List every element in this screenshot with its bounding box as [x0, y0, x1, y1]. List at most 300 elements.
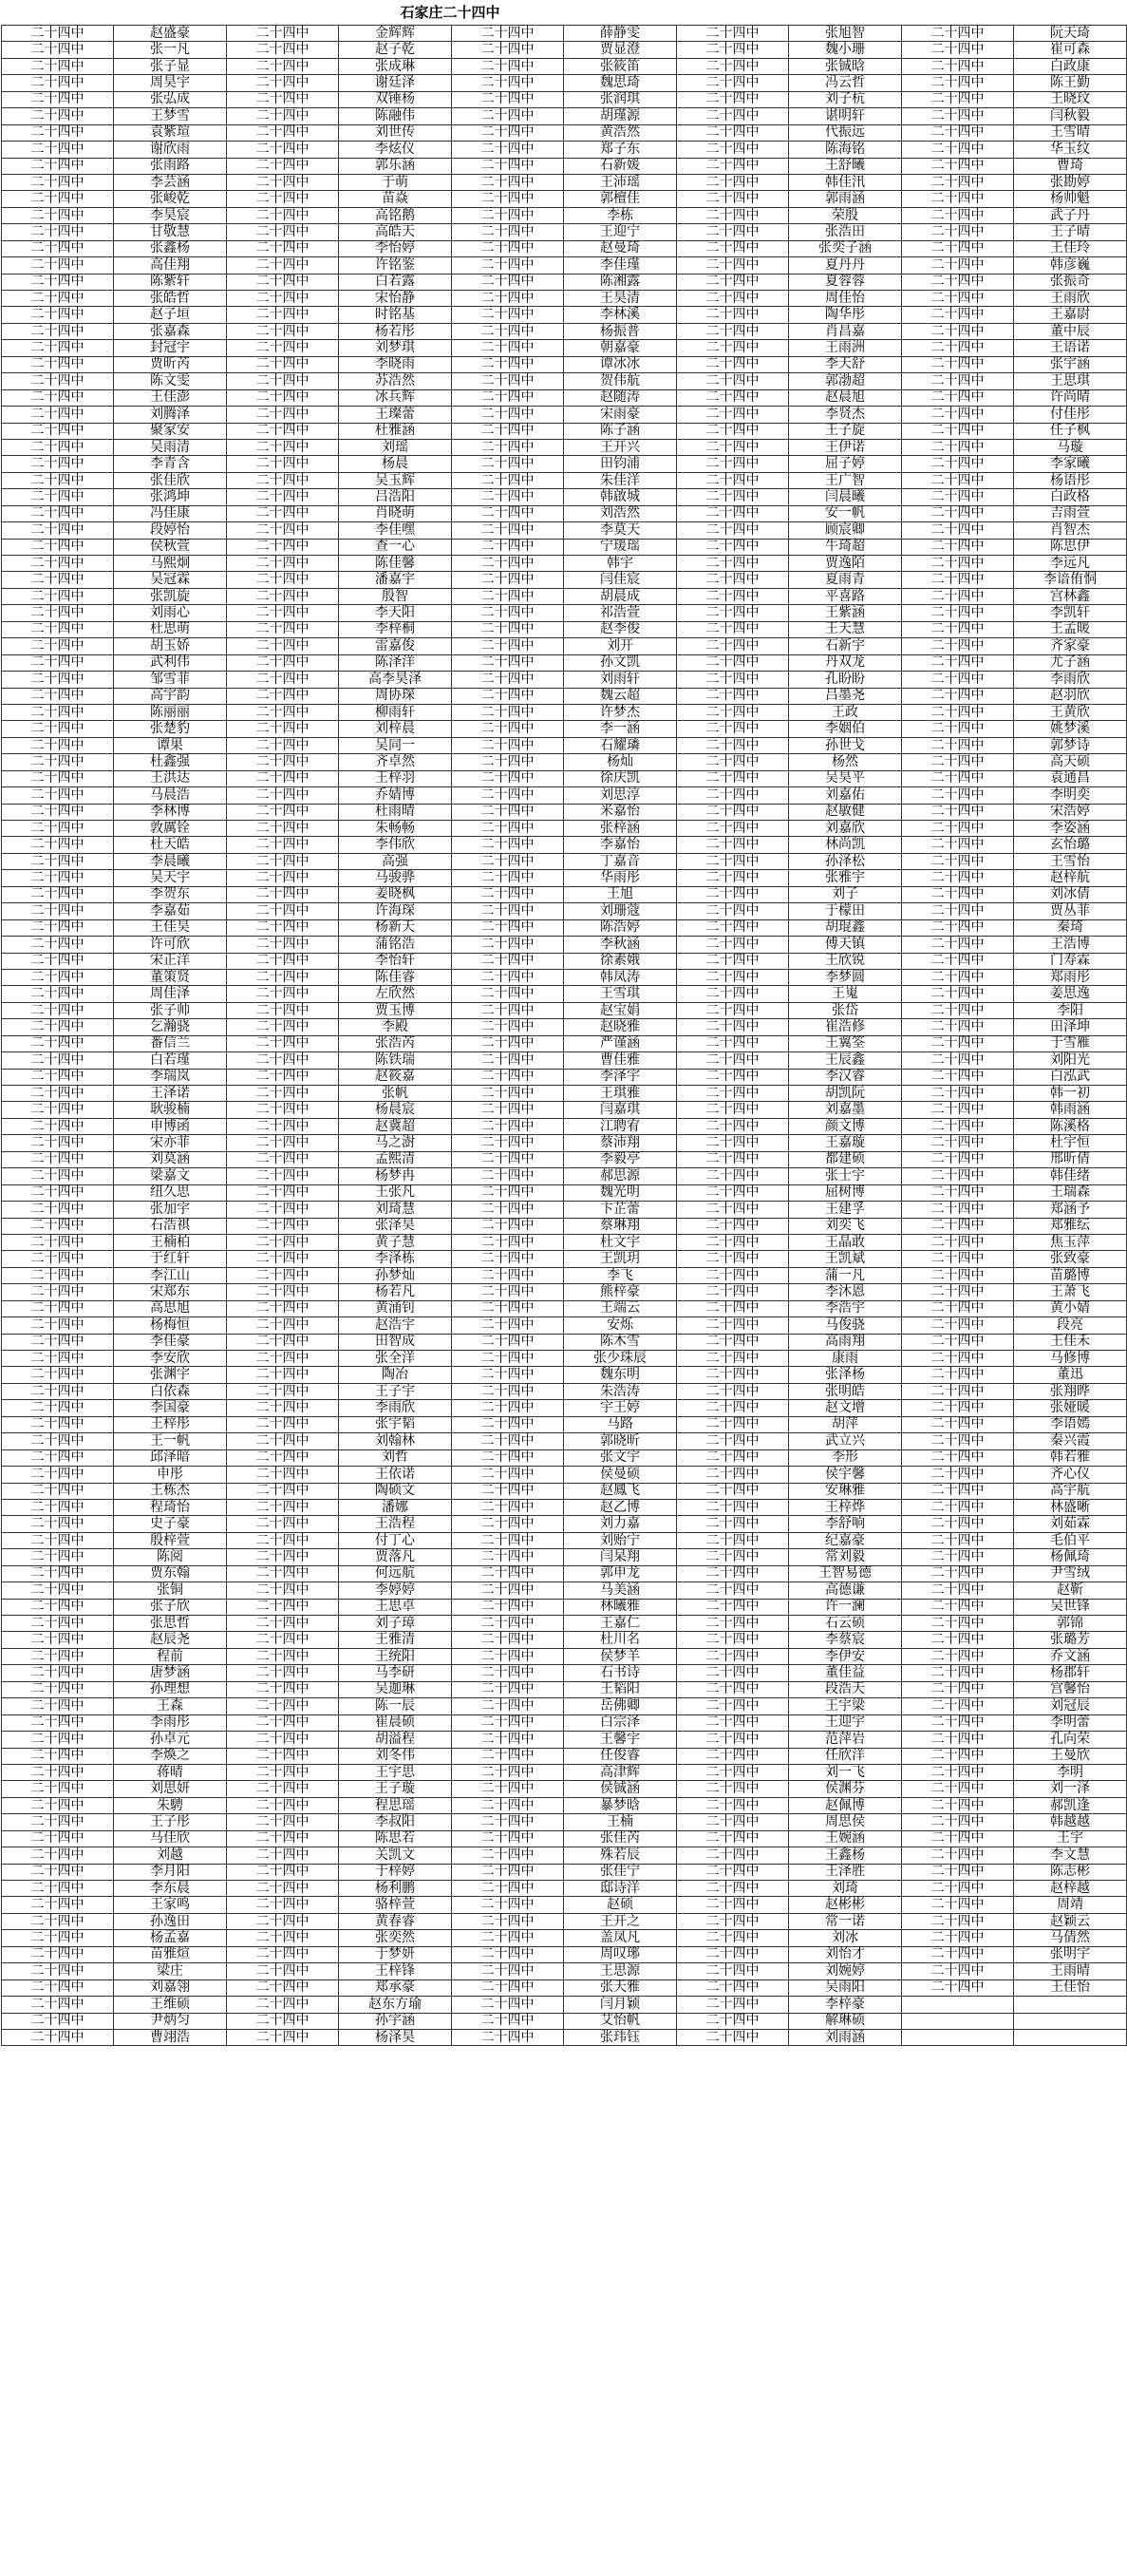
student-name-cell: 刘雨心	[114, 605, 227, 621]
student-name-cell: 刘茹霖	[1014, 1516, 1127, 1532]
school-cell: 二十四中	[902, 240, 1014, 256]
student-name-cell: 高思旭	[114, 1300, 227, 1316]
school-cell: 二十四中	[902, 1963, 1014, 1979]
student-name-cell: 谭冰冰	[564, 356, 677, 372]
student-name-cell: 高皓天	[339, 224, 452, 240]
school-cell: 二十四中	[452, 754, 564, 770]
student-name-cell: 吴迦琳	[339, 1681, 452, 1697]
table-row	[2, 1069, 1127, 1085]
school-cell: 二十四中	[227, 1317, 339, 1334]
student-name-cell: 王婉涵	[789, 1830, 902, 1847]
school-cell: 二十四中	[902, 1864, 1014, 1880]
school-cell: 二十四中	[227, 124, 339, 141]
school-cell: 二十四中	[2, 356, 114, 372]
student-name-cell: 张全洋	[339, 1351, 452, 1367]
school-cell: 二十四中	[677, 1284, 789, 1300]
student-name-cell: 王政	[789, 704, 902, 720]
student-name-cell: 赵随涛	[564, 389, 677, 406]
student-name-cell: 程琦怡	[114, 1499, 227, 1515]
school-cell: 二十四中	[677, 307, 789, 323]
school-cell: 二十四中	[227, 721, 339, 737]
table-row	[2, 572, 1127, 588]
school-cell: 二十四中	[2, 2013, 114, 2029]
student-name-cell: 赵子乾	[339, 42, 452, 58]
student-name-cell: 王嘉璇	[789, 1135, 902, 1151]
school-cell	[902, 2029, 1014, 2045]
student-name-cell: 王梓锋	[339, 1963, 452, 1979]
table-row	[2, 191, 1127, 207]
school-cell: 二十四中	[677, 1300, 789, 1316]
student-name-cell: 赵羽欣	[1014, 688, 1127, 704]
school-cell: 二十四中	[677, 1814, 789, 1830]
student-name-cell: 张佳宁	[564, 1864, 677, 1880]
school-cell: 二十四中	[227, 108, 339, 124]
student-name-cell: 吴雨清	[114, 439, 227, 455]
student-name-cell: 马骏骅	[339, 870, 452, 886]
table-row	[2, 1002, 1127, 1018]
school-cell: 二十四中	[2, 638, 114, 654]
school-cell	[902, 1997, 1014, 2013]
school-cell: 二十四中	[452, 1516, 564, 1532]
table-row	[2, 1599, 1127, 1615]
school-cell: 二十四中	[902, 539, 1014, 555]
table-row	[2, 439, 1127, 455]
student-name-cell: 魏云超	[564, 688, 677, 704]
student-name-cell: 王维硕	[114, 1997, 227, 2013]
student-name-cell: 张鑫杨	[114, 240, 227, 256]
table-row	[2, 1267, 1127, 1283]
student-name-cell: 郭渤超	[789, 373, 902, 389]
school-cell: 二十四中	[2, 1267, 114, 1283]
student-name-cell: 张嘉森	[114, 323, 227, 339]
student-name-cell: 杜天皓	[114, 837, 227, 853]
student-name-cell: 吴冠霖	[114, 572, 227, 588]
student-name-cell: 夏蓉蓉	[789, 274, 902, 290]
school-cell: 二十四中	[452, 919, 564, 936]
school-cell: 二十四中	[677, 1781, 789, 1797]
table-row	[2, 1814, 1127, 1830]
student-name-cell: 杨若凡	[339, 1284, 452, 1300]
student-name-cell: 蔡沛翔	[564, 1135, 677, 1151]
table-row	[2, 1234, 1127, 1250]
student-name-cell: 肖晓萌	[339, 505, 452, 521]
school-cell: 二十四中	[677, 837, 789, 853]
school-cell: 二十四中	[2, 672, 114, 688]
student-name-cell: 马璇	[1014, 439, 1127, 455]
student-name-cell: 杜宇恒	[1014, 1135, 1127, 1151]
student-name-cell: 范萍岩	[789, 1732, 902, 1748]
student-name-cell: 韩雨涵	[1014, 1102, 1127, 1118]
student-name-cell: 王端云	[564, 1300, 677, 1316]
student-name-cell: 韩越越	[1014, 1814, 1127, 1830]
school-cell: 二十四中	[227, 522, 339, 539]
student-name-cell: 张宇韬	[339, 1416, 452, 1432]
school-cell: 二十四中	[677, 1732, 789, 1748]
school-cell: 二十四中	[452, 1714, 564, 1731]
student-name-cell: 袁紫瑄	[114, 124, 227, 141]
school-cell: 二十四中	[227, 986, 339, 1002]
student-name-cell: 双锤杨	[339, 91, 452, 107]
school-cell: 二十四中	[902, 853, 1014, 869]
school-cell: 二十四中	[2, 142, 114, 158]
table-row	[2, 853, 1127, 869]
student-name-cell: 刘一泽	[1014, 1781, 1127, 1797]
school-cell: 二十四中	[902, 489, 1014, 505]
student-name-cell: 阮天琦	[1014, 26, 1127, 42]
student-name-cell: 孙逸田	[114, 1913, 227, 1929]
student-name-cell: 王梦雪	[114, 108, 227, 124]
student-name-cell: 曹琦	[1014, 158, 1127, 174]
student-name-cell: 刘雨涵	[789, 2029, 902, 2045]
school-cell: 二十四中	[227, 1732, 339, 1748]
school-cell: 二十四中	[227, 505, 339, 521]
school-cell: 二十四中	[677, 1218, 789, 1234]
table-row	[2, 821, 1127, 837]
table-row	[2, 1483, 1127, 1499]
school-cell: 二十四中	[902, 207, 1014, 223]
student-name-cell: 吴同一	[339, 737, 452, 753]
student-name-cell: 王瑞森	[1014, 1184, 1127, 1201]
school-cell: 二十四中	[227, 886, 339, 902]
school-cell: 二十四中	[452, 1830, 564, 1847]
school-cell: 二十四中	[677, 356, 789, 372]
school-cell: 二十四中	[227, 142, 339, 158]
school-cell: 二十四中	[227, 2029, 339, 2045]
student-name-cell: 冯佳康	[114, 505, 227, 521]
student-name-cell: 番信兰	[114, 1035, 227, 1051]
school-cell: 二十四中	[227, 770, 339, 786]
school-cell: 二十四中	[2, 1516, 114, 1532]
student-name-cell: 李晓雨	[339, 356, 452, 372]
school-cell: 二十四中	[227, 472, 339, 488]
student-name-cell: 赵梓越	[1014, 1881, 1127, 1897]
table-row	[2, 489, 1127, 505]
table-row	[2, 1135, 1127, 1151]
school-cell: 二十四中	[2, 307, 114, 323]
student-name-cell: 刘力嘉	[564, 1516, 677, 1532]
school-cell: 二十四中	[2, 737, 114, 753]
table-row	[2, 1549, 1127, 1565]
student-name-cell: 刘思妍	[114, 1781, 227, 1797]
school-cell: 二十四中	[227, 1202, 339, 1218]
student-name-cell: 李天舒	[789, 356, 902, 372]
school-cell: 二十四中	[677, 522, 789, 539]
student-name-cell: 张凯旋	[114, 588, 227, 604]
table-row	[2, 787, 1127, 804]
school-cell: 二十四中	[2, 1151, 114, 1167]
student-name-cell: 夏雨青	[789, 572, 902, 588]
table-row	[2, 1881, 1127, 1897]
table-row	[2, 58, 1127, 74]
school-cell: 二十四中	[452, 1698, 564, 1714]
table-row	[2, 407, 1127, 423]
student-name-cell: 许可欣	[114, 937, 227, 953]
school-cell: 二十四中	[452, 124, 564, 141]
student-name-cell: 李文慧	[1014, 1847, 1127, 1864]
school-cell: 二十四中	[902, 1086, 1014, 1102]
student-name-cell: 程思瑶	[339, 1797, 452, 1813]
table-row	[2, 26, 1127, 42]
student-name-cell: 王子璇	[339, 1781, 452, 1797]
student-name-cell: 贺伟航	[564, 373, 677, 389]
school-cell: 二十四中	[227, 42, 339, 58]
student-name-cell: 李贺东	[114, 886, 227, 902]
student-name-cell: 米嘉怡	[564, 804, 677, 820]
school-cell: 二十四中	[677, 1582, 789, 1599]
student-name-cell: 郑承豪	[339, 1979, 452, 1996]
table-row	[2, 1334, 1127, 1350]
student-name-cell: 严谨涵	[564, 1035, 677, 1051]
student-name-cell: 李沐恩	[789, 1284, 902, 1300]
school-cell: 二十四中	[2, 654, 114, 671]
student-name-cell: 梁嘉文	[114, 1168, 227, 1184]
school-cell: 二十四中	[902, 1616, 1014, 1632]
student-name-cell: 胡瑾源	[564, 108, 677, 124]
student-name-cell: 张雅宇	[789, 870, 902, 886]
school-cell: 二十四中	[227, 1616, 339, 1632]
student-name-cell: 周昊宇	[114, 75, 227, 91]
student-name-cell: 吴昊平	[789, 770, 902, 786]
student-name-cell: 白依森	[114, 1383, 227, 1399]
student-name-cell: 陈思若	[339, 1830, 452, 1847]
school-cell: 二十四中	[452, 522, 564, 539]
school-cell: 二十四中	[677, 1202, 789, 1218]
school-cell: 二十四中	[902, 373, 1014, 389]
student-name-cell: 李伊安	[789, 1648, 902, 1664]
student-name-cell: 刘浩然	[564, 505, 677, 521]
school-cell: 二十四中	[2, 804, 114, 820]
school-cell: 二十四中	[227, 1052, 339, 1069]
school-cell: 二十四中	[227, 1648, 339, 1664]
table-row	[2, 1416, 1127, 1432]
school-cell: 二十四中	[902, 804, 1014, 820]
school-cell: 二十四中	[902, 688, 1014, 704]
student-name-cell: 赵冀超	[339, 1118, 452, 1134]
school-cell: 二十四中	[677, 737, 789, 753]
student-name-cell: 于萌	[339, 174, 452, 190]
school-cell: 二十四中	[677, 821, 789, 837]
school-cell: 二十四中	[227, 26, 339, 42]
student-name-cell: 刘嘉翎	[114, 1979, 227, 1996]
school-cell: 二十四中	[902, 1565, 1014, 1582]
student-name-cell: 侯秋萱	[114, 539, 227, 555]
student-name-cell: 王舒曦	[789, 158, 902, 174]
school-cell: 二十四中	[227, 1251, 339, 1267]
student-name-cell: 王雨洲	[789, 340, 902, 356]
school-cell: 二十四中	[452, 58, 564, 74]
student-name-cell: 刘阳光	[1014, 1052, 1127, 1069]
school-cell: 二十四中	[2, 704, 114, 720]
school-cell: 二十四中	[227, 1814, 339, 1830]
school-cell: 二十四中	[452, 1251, 564, 1267]
school-cell: 二十四中	[452, 373, 564, 389]
school-cell: 二十四中	[227, 1864, 339, 1880]
student-name-cell: 高天硕	[1014, 754, 1127, 770]
school-cell: 二十四中	[902, 1118, 1014, 1134]
school-cell: 二十四中	[227, 1532, 339, 1548]
table-row	[2, 1665, 1127, 1681]
school-cell: 二十四中	[452, 953, 564, 969]
student-name-cell: 张宇涵	[1014, 356, 1127, 372]
school-cell: 二十四中	[2, 937, 114, 953]
school-cell: 二十四中	[227, 1118, 339, 1134]
school-cell: 二十四中	[452, 423, 564, 439]
school-cell: 二十四中	[227, 274, 339, 290]
student-name-cell: 王依诺	[339, 1467, 452, 1483]
student-name-cell: 王思源	[564, 1963, 677, 1979]
student-name-cell: 史子豪	[114, 1516, 227, 1532]
student-name-cell: 许一澜	[789, 1599, 902, 1615]
student-name-cell: 李国豪	[114, 1400, 227, 1416]
school-cell: 二十四中	[677, 556, 789, 572]
school-cell: 二十四中	[227, 1135, 339, 1151]
student-name-cell: 夏丹丹	[789, 257, 902, 274]
school-cell: 二十四中	[2, 556, 114, 572]
student-name-cell: 魏东明	[564, 1367, 677, 1383]
student-name-cell: 胡溢程	[339, 1732, 452, 1748]
student-name-cell: 黄涌钊	[339, 1300, 452, 1316]
student-name-cell: 郑雨彤	[1014, 969, 1127, 985]
school-cell: 二十四中	[902, 621, 1014, 637]
school-cell: 二十四中	[452, 1814, 564, 1830]
school-cell: 二十四中	[227, 754, 339, 770]
school-cell: 二十四中	[2, 1383, 114, 1399]
student-name-cell: 刘冰倩	[1014, 886, 1127, 902]
school-cell: 二十四中	[677, 986, 789, 1002]
school-cell: 二十四中	[2, 340, 114, 356]
school-cell: 二十四中	[452, 323, 564, 339]
school-cell: 二十四中	[902, 1483, 1014, 1499]
student-name-cell: 李姿涵	[1014, 821, 1127, 837]
student-name-cell: 陈融伟	[339, 108, 452, 124]
student-name-cell: 王嵬	[789, 986, 902, 1002]
student-name-cell: 刘琦慧	[339, 1202, 452, 1218]
student-name-cell: 王智易德	[789, 1565, 902, 1582]
student-name-cell: 武子丹	[1014, 207, 1127, 223]
school-cell: 二十四中	[677, 108, 789, 124]
school-cell: 二十四中	[677, 672, 789, 688]
student-name-cell: 武利伟	[114, 654, 227, 671]
school-cell: 二十四中	[2, 1102, 114, 1118]
school-cell: 二十四中	[452, 1433, 564, 1449]
school-cell: 二十四中	[227, 1599, 339, 1615]
student-name-cell: 张铜	[114, 1582, 227, 1599]
school-cell: 二十四中	[227, 158, 339, 174]
school-cell: 二十四中	[452, 1052, 564, 1069]
student-name-cell: 张弘成	[114, 91, 227, 107]
student-name-cell: 王凯玥	[564, 1251, 677, 1267]
school-cell: 二十四中	[902, 1681, 1014, 1697]
table-row	[2, 291, 1127, 307]
student-name-cell: 崔可森	[1014, 42, 1127, 58]
school-cell: 二十四中	[2, 1234, 114, 1250]
student-name-cell: 王沛瑶	[564, 174, 677, 190]
school-cell: 二十四中	[227, 257, 339, 274]
table-row	[2, 373, 1127, 389]
student-name-cell: 黄浩然	[564, 124, 677, 141]
school-cell: 二十四中	[452, 1069, 564, 1085]
student-name-cell: 孙理想	[114, 1681, 227, 1697]
school-cell: 二十四中	[227, 1881, 339, 1897]
school-cell: 二十四中	[902, 1764, 1014, 1780]
student-name-cell: 康雨	[789, 1351, 902, 1367]
school-cell: 二十四中	[452, 1118, 564, 1134]
student-name-cell: 杨然	[789, 754, 902, 770]
school-cell: 二十四中	[2, 969, 114, 985]
school-cell: 二十四中	[227, 1351, 339, 1367]
school-cell: 二十四中	[677, 804, 789, 820]
student-name-cell: 王统阳	[339, 1648, 452, 1664]
student-name-cell: 赵盛豪	[114, 26, 227, 42]
school-cell: 二十四中	[2, 1549, 114, 1565]
school-cell: 二十四中	[902, 1218, 1014, 1234]
school-cell: 二十四中	[452, 1797, 564, 1813]
school-cell: 二十四中	[2, 423, 114, 439]
school-cell: 二十四中	[902, 1069, 1014, 1085]
school-cell: 二十四中	[2, 787, 114, 804]
school-cell: 二十四中	[677, 1317, 789, 1334]
student-name-cell: 华雨彤	[564, 870, 677, 886]
school-cell: 二十四中	[452, 158, 564, 174]
school-cell: 二十四中	[677, 919, 789, 936]
student-name-cell: 张士宇	[789, 1168, 902, 1184]
school-cell: 二十四中	[227, 1218, 339, 1234]
table-row	[2, 1847, 1127, 1864]
table-row	[2, 1118, 1127, 1134]
school-cell: 二十四中	[2, 621, 114, 637]
student-name-cell: 王佳澎	[114, 389, 227, 406]
table-row	[2, 207, 1127, 223]
school-cell: 二十四中	[677, 1433, 789, 1449]
student-name-cell: 王欣锐	[789, 953, 902, 969]
student-name-cell: 陈泽洋	[339, 654, 452, 671]
student-name-cell: 刘怡才	[789, 1946, 902, 1962]
school-cell: 二十四中	[902, 340, 1014, 356]
school-cell: 二十四中	[227, 1499, 339, 1515]
student-name-cell: 于梓婷	[339, 1864, 452, 1880]
student-name-cell: 封冠宇	[114, 340, 227, 356]
student-name-cell: 马晨浩	[114, 787, 227, 804]
student-name-cell: 贾东翰	[114, 1565, 227, 1582]
student-name-cell: 林盛晰	[1014, 1499, 1127, 1515]
student-name-cell: 刘嘉佑	[789, 787, 902, 804]
school-cell: 二十四中	[227, 1930, 339, 1946]
table-row	[2, 1400, 1127, 1416]
school-cell: 二十四中	[902, 1946, 1014, 1962]
student-name-cell: 高津辉	[564, 1764, 677, 1780]
student-name-cell: 刘思淳	[564, 787, 677, 804]
student-name-cell: 武立兴	[789, 1433, 902, 1449]
school-cell: 二十四中	[452, 837, 564, 853]
school-cell: 二十四中	[677, 1135, 789, 1151]
school-cell: 二十四中	[2, 1913, 114, 1929]
school-cell: 二十四中	[902, 1847, 1014, 1864]
school-cell: 二十四中	[677, 1797, 789, 1813]
student-name-cell: 顾宸卿	[789, 522, 902, 539]
school-cell: 二十四中	[452, 1002, 564, 1018]
student-name-cell: 王佳怡	[1014, 1979, 1127, 1996]
student-name-cell: 李天阳	[339, 605, 452, 621]
student-name-cell: 王雨晴	[1014, 1963, 1127, 1979]
table-row	[2, 1367, 1127, 1383]
student-name-cell: 张浩芮	[339, 1035, 452, 1051]
table-row	[2, 1516, 1127, 1532]
student-name-cell: 孙梦灿	[339, 1267, 452, 1283]
school-cell: 二十四中	[452, 505, 564, 521]
school-cell: 二十四中	[227, 953, 339, 969]
student-name-cell: 段婷怡	[114, 522, 227, 539]
student-name-cell: 刘子	[789, 886, 902, 902]
